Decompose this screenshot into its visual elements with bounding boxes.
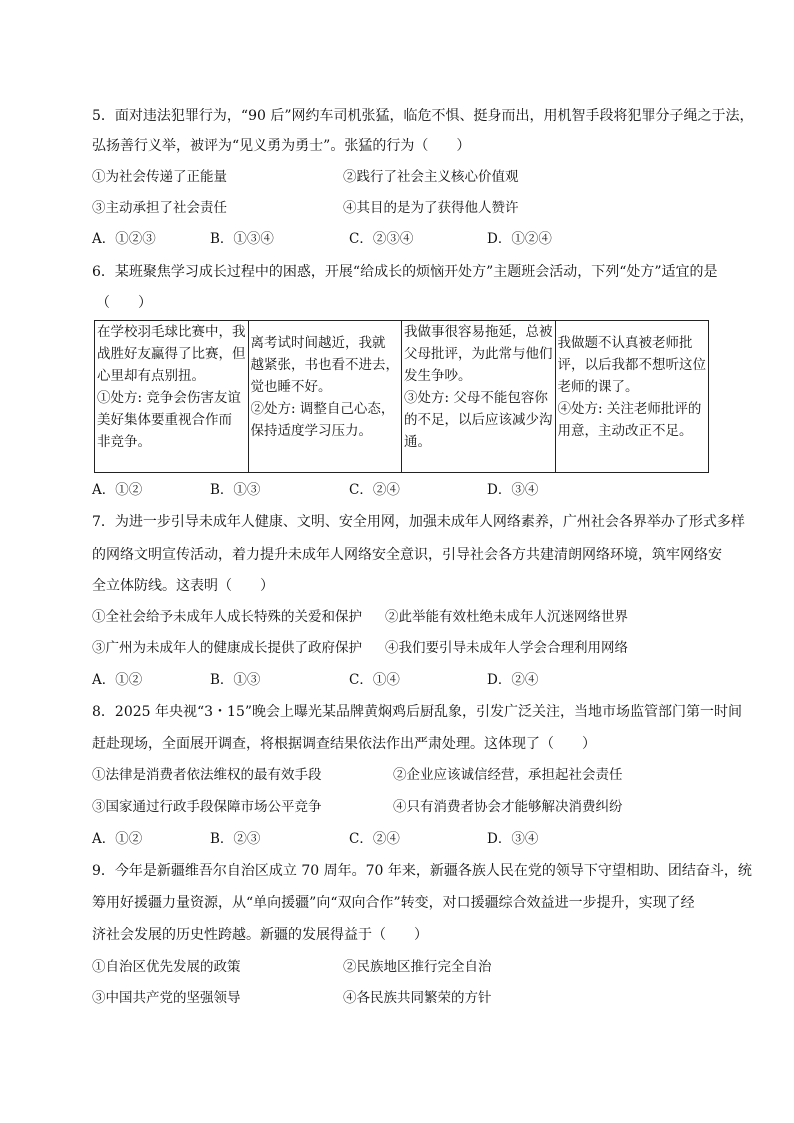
q5-option-1: ①为社会传递了正能量 [92,169,227,185]
q7-choice-d[interactable]: D．②④ [487,672,539,688]
q7-option-2: ②此举能有效杜绝未成年人沉迷网络世界 [385,609,628,625]
q9-stem-line-3: 济社会发展的历史性跨越。新疆的发展得益于（ ） [92,927,428,943]
q5-stem-line-2: 弘扬善行义举，被评为“见义勇为勇士”。张猛的行为（ ） [92,138,471,154]
q6-cell-2: 离考试时间越近，我就 越紧张，书也看不进去， 觉也睡不好。 ②处方: 调整自己心态， 保持适度学习压力。 [248,321,402,473]
q8-choice-d[interactable]: D．③④ [487,831,539,847]
q5-choice-b[interactable]: B．①③④ [210,231,274,247]
q9-option-4: ④各民族共同繁荣的方针 [343,990,492,1006]
q9-stem-line-1: 9．今年是新疆维吾尔自治区成立 70 周年。70 年来，新疆各族人民在党的领导下守望相助、团结奋斗，统 [92,863,752,879]
q6-cell-3: 我做事很容易拖延，总被 父母批评，为此常与他们 发生争吵。 ③处方: 父母不能包容你 的不足，以后应该减少沟 通。 [402,321,556,473]
q5-option-4: ④其目的是为了获得他人赞许 [343,200,519,216]
q7-stem-line-3: 全立体防线。这表明（ ） [92,578,274,594]
q6-cell-4: 我做题不认真被老师批 评，以后我都不想听这位 老师的课了。 ④处方: 关注老师批评的 用意，主动改正不足。 [555,321,709,473]
q6-choice-b[interactable]: B．①③ [210,482,261,498]
q8-option-3: ③国家通过行政手段保障市场公平竞争 [92,799,322,815]
q8-option-1: ①法律是消费者依法维权的最有效手段 [92,767,322,783]
q5-option-3: ③主动承担了社会责任 [92,200,227,216]
q9-option-3: ③中国共产党的坚强领导 [92,990,241,1006]
q7-option-4: ④我们要引导未成年人学会合理利用网络 [385,640,628,656]
q6-stem-line-1: 6．某班聚焦学习成长过程中的困惑，开展“给成长的烦恼开处方”主题班会活动，下列“处方”适宜的是 [92,264,718,280]
q7-choice-b[interactable]: B．①③ [210,672,261,688]
q7-stem-line-2: 的网络文明宣传活动，着力提升未成年人网络安全意识，引导社会各方共建清朗网络环境，筑牢网络安 [92,547,722,563]
q5-option-2: ②践行了社会主义核心价值观 [343,169,519,185]
q6-cell-1: 在学校羽毛球比赛中，我 战胜好友赢得了比赛，但 心里却有点别扭。 ①处方: 竞争会伤害友谊 美好集体要重视合作而 非竞争。 [95,321,249,473]
q7-option-1: ①全社会给予未成年人成长特殊的关爱和保护 [92,609,362,625]
q9-stem-line-2: 筹用好援疆力量资源，从“单向援疆”向“双向合作”转变，对口援疆综合效益进一步提升，实现了经 [92,895,695,911]
q8-choice-c[interactable]: C．②④ [349,831,400,847]
q6-choice-a[interactable]: A．①② [92,482,143,498]
q7-stem-line-1: 7．为进一步引导未成年人健康、文明、安全用网，加强未成年人网络素养，广州社会各界举办了形式多样 [92,514,745,530]
q7-option-3: ③广州为未成年人的健康成长提供了政府保护 [92,640,362,656]
q6-choice-c[interactable]: C．②④ [349,482,400,498]
q5-choice-c[interactable]: C．②③④ [349,231,414,247]
q8-choice-a[interactable]: A．①② [92,831,143,847]
q5-stem-line-1: 5．面对违法犯罪行为，“90 后”网约车司机张猛，临危不惧、挺身而出，用机智手段将犯罪分子绳之于法， [92,108,754,124]
q6-choice-d[interactable]: D．③④ [487,482,539,498]
q5-choice-a[interactable]: A．①②③ [92,231,156,247]
q8-option-2: ②企业应该诚信经营，承担起社会责任 [393,767,623,783]
q6-prescription-table [94,320,709,473]
q6-stem-line-2: （ ） [96,295,152,311]
q5-choice-d[interactable]: D．①②④ [487,231,552,247]
q8-stem-line-2: 赶赴现场，全面展开调查，将根据调查结果依法作出严肃处理。这体现了（ ） [92,736,596,752]
q8-option-4: ④只有消费者协会才能够解决消费纠纷 [393,799,623,815]
q7-choice-c[interactable]: C．①④ [349,672,400,688]
q8-choice-b[interactable]: B．②③ [210,831,261,847]
q9-option-2: ②民族地区推行完全自治 [343,959,492,975]
q7-choice-a[interactable]: A．①② [92,672,143,688]
q9-option-1: ①自治区优先发展的政策 [92,959,241,975]
q8-stem-line-1: 8．2025 年央视“3・15”晚会上曝光某品牌黄焖鸡后厨乱象，引发广泛关注，当地市场监管部门第一时间 [92,704,743,720]
